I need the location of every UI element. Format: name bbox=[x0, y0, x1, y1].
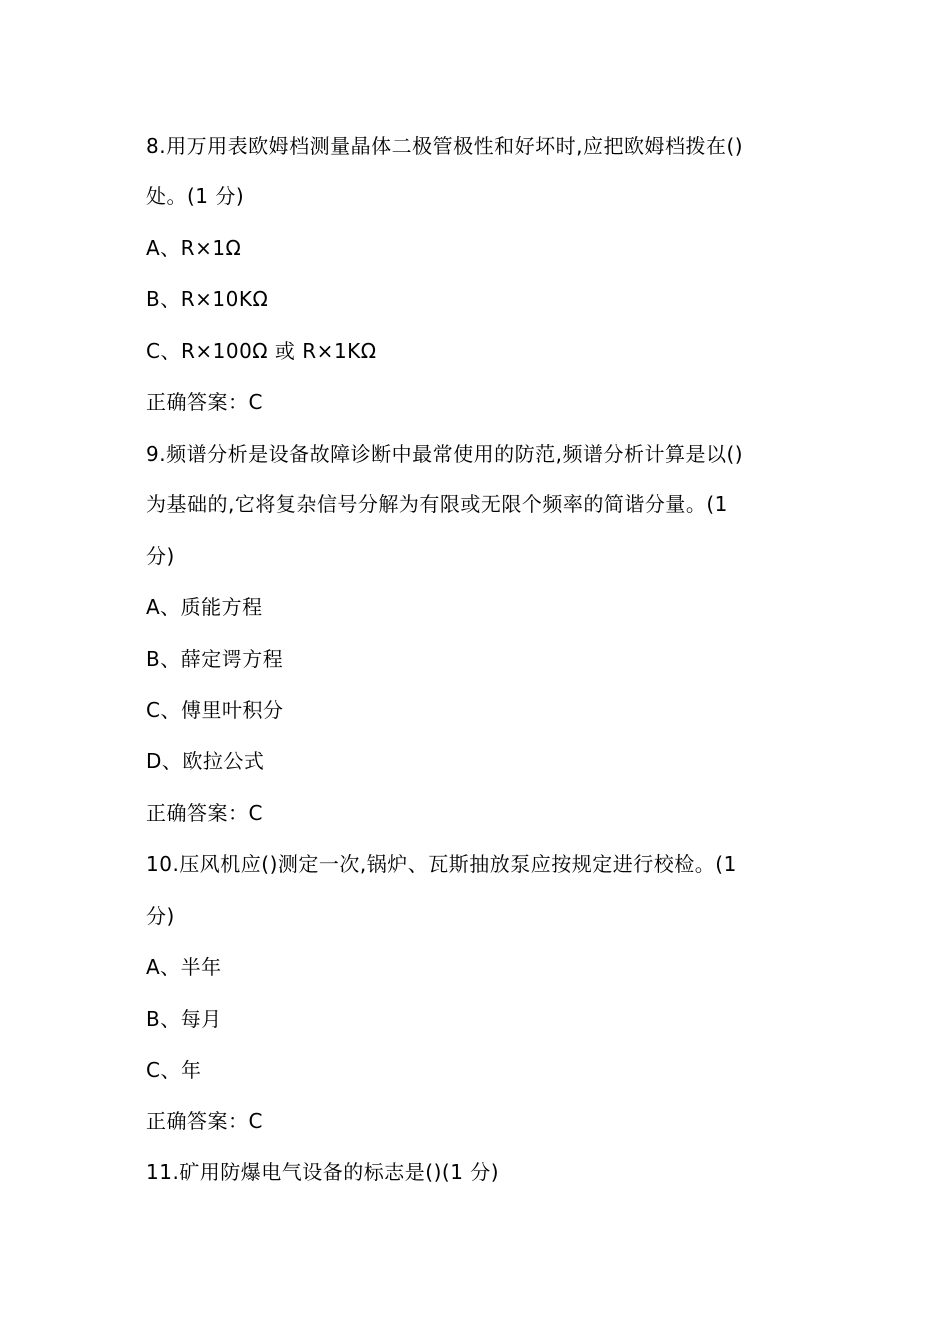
question-8-option-c: C、R×100Ω 或 R×1KΩ bbox=[146, 339, 377, 363]
question-8-stem-line-2: 处。(1 分) bbox=[146, 184, 245, 208]
question-10-stem-line-1: 10.压风机应()测定一次,锅炉、瓦斯抽放泵应按规定进行校检。(1 bbox=[146, 852, 737, 876]
question-9-option-c: C、傅里叶积分 bbox=[146, 698, 284, 722]
question-10-option-c: C、年 bbox=[146, 1058, 202, 1082]
question-9-answer: 正确答案：C bbox=[146, 801, 263, 825]
question-8-answer: 正确答案：C bbox=[146, 390, 263, 414]
question-10-answer: 正确答案：C bbox=[146, 1109, 263, 1133]
question-10-stem-line-2: 分) bbox=[146, 904, 175, 928]
question-10-option-a: A、半年 bbox=[146, 955, 222, 979]
question-9-stem-line-1: 9.频谱分析是设备故障诊断中最常使用的防范,频谱分析计算是以() bbox=[146, 442, 744, 466]
question-8-option-a: A、R×1Ω bbox=[146, 236, 242, 260]
question-8-stem-line-1: 8.用万用表欧姆档测量晶体二极管极性和好坏时,应把欧姆档拨在() bbox=[146, 134, 744, 158]
question-11-stem-line-1: 11.矿用防爆电气设备的标志是()(1 分) bbox=[146, 1160, 500, 1184]
question-8-option-b: B、R×10KΩ bbox=[146, 287, 269, 311]
question-9-option-a: A、质能方程 bbox=[146, 595, 263, 619]
question-9-stem-line-2: 为基础的,它将复杂信号分解为有限或无限个频率的简谐分量。(1 bbox=[146, 492, 728, 516]
question-9-option-b: B、薛定谔方程 bbox=[146, 647, 284, 671]
question-10-option-b: B、每月 bbox=[146, 1007, 222, 1031]
question-9-option-d: D、欧拉公式 bbox=[146, 749, 265, 773]
question-9-stem-line-3: 分) bbox=[146, 544, 175, 568]
